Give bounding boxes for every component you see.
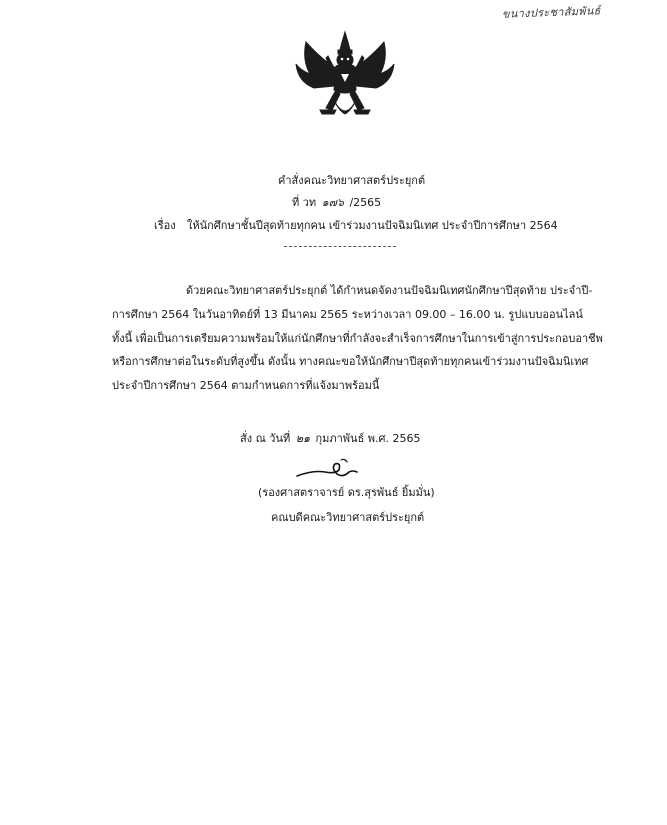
order-number-suffix: /2565: [349, 196, 382, 209]
subject-label: เรื่อง: [154, 219, 176, 232]
order-number-handwritten: ๑๗๖: [321, 196, 344, 209]
body-line-2: การศึกษา 2564 ในวันอาทิตย์ที่ 13 มีนาคม 2565 ระหว่างเวลา 09.00 – 16.00 น. รูปแบบออนไลน์: [112, 308, 583, 321]
signature-image: [295, 456, 365, 482]
body-line-1: ด้วยคณะวิทยาศาสตร์ประยุกต์ ได้กำหนดจัดงานปัจฉิมนิเทศนักศึกษาปีสุดท้าย ประจำปี-: [186, 284, 593, 297]
signer-name: (รองศาสตราจารย์ ดร.สุรพันธ์ ยิ้มมั่น): [258, 486, 435, 499]
body-line-5: ประจำปีการศึกษา 2564 ตามกำหนดการที่แจ้งมาพร้อมนี้: [112, 379, 380, 392]
body-line-4: หรือการศึกษาต่อในระดับที่สูงขึ้น ดังนั้น ทางคณะขอให้นักศึกษาปีสุดท้ายทุกคนเข้าร่วมงานปัจฉิมนิเทศ: [112, 355, 589, 368]
handwritten-note: ขนางประชาสัมพันธ์: [501, 4, 601, 21]
order-number-prefix: ที่ วท: [292, 196, 317, 209]
order-number: [292, 196, 381, 210]
signer-position: คณบดีคณะวิทยาศาสตร์ประยุกต์: [271, 511, 425, 524]
ordered-date: [240, 432, 421, 446]
body-line-3: ทั้งนี้ เพื่อเป็นการเตรียมความพร้อมให้แก่นักศึกษาที่กำลังจะสำเร็จการศึกษาในการเข้าสู่การประกอบอาชีพ: [112, 332, 603, 345]
order-title: คำสั่งคณะวิทยาศาสตร์ประยุกต์: [278, 174, 426, 187]
ordered-date-day: ๒๑: [295, 432, 310, 445]
subject-text: ให้นักศึกษาชั้นปีสุดท้ายทุกคน เข้าร่วมงานปัจฉิมนิเทศ ประจำปีการศึกษา 2564: [187, 219, 558, 232]
ordered-date-prefix: สั่ง ณ วันที่: [240, 432, 291, 445]
garuda-emblem-icon: [292, 30, 398, 130]
ordered-date-suffix: กุมภาพันธ์ พ.ศ. 2565: [315, 432, 421, 445]
separator-line: [284, 246, 396, 247]
